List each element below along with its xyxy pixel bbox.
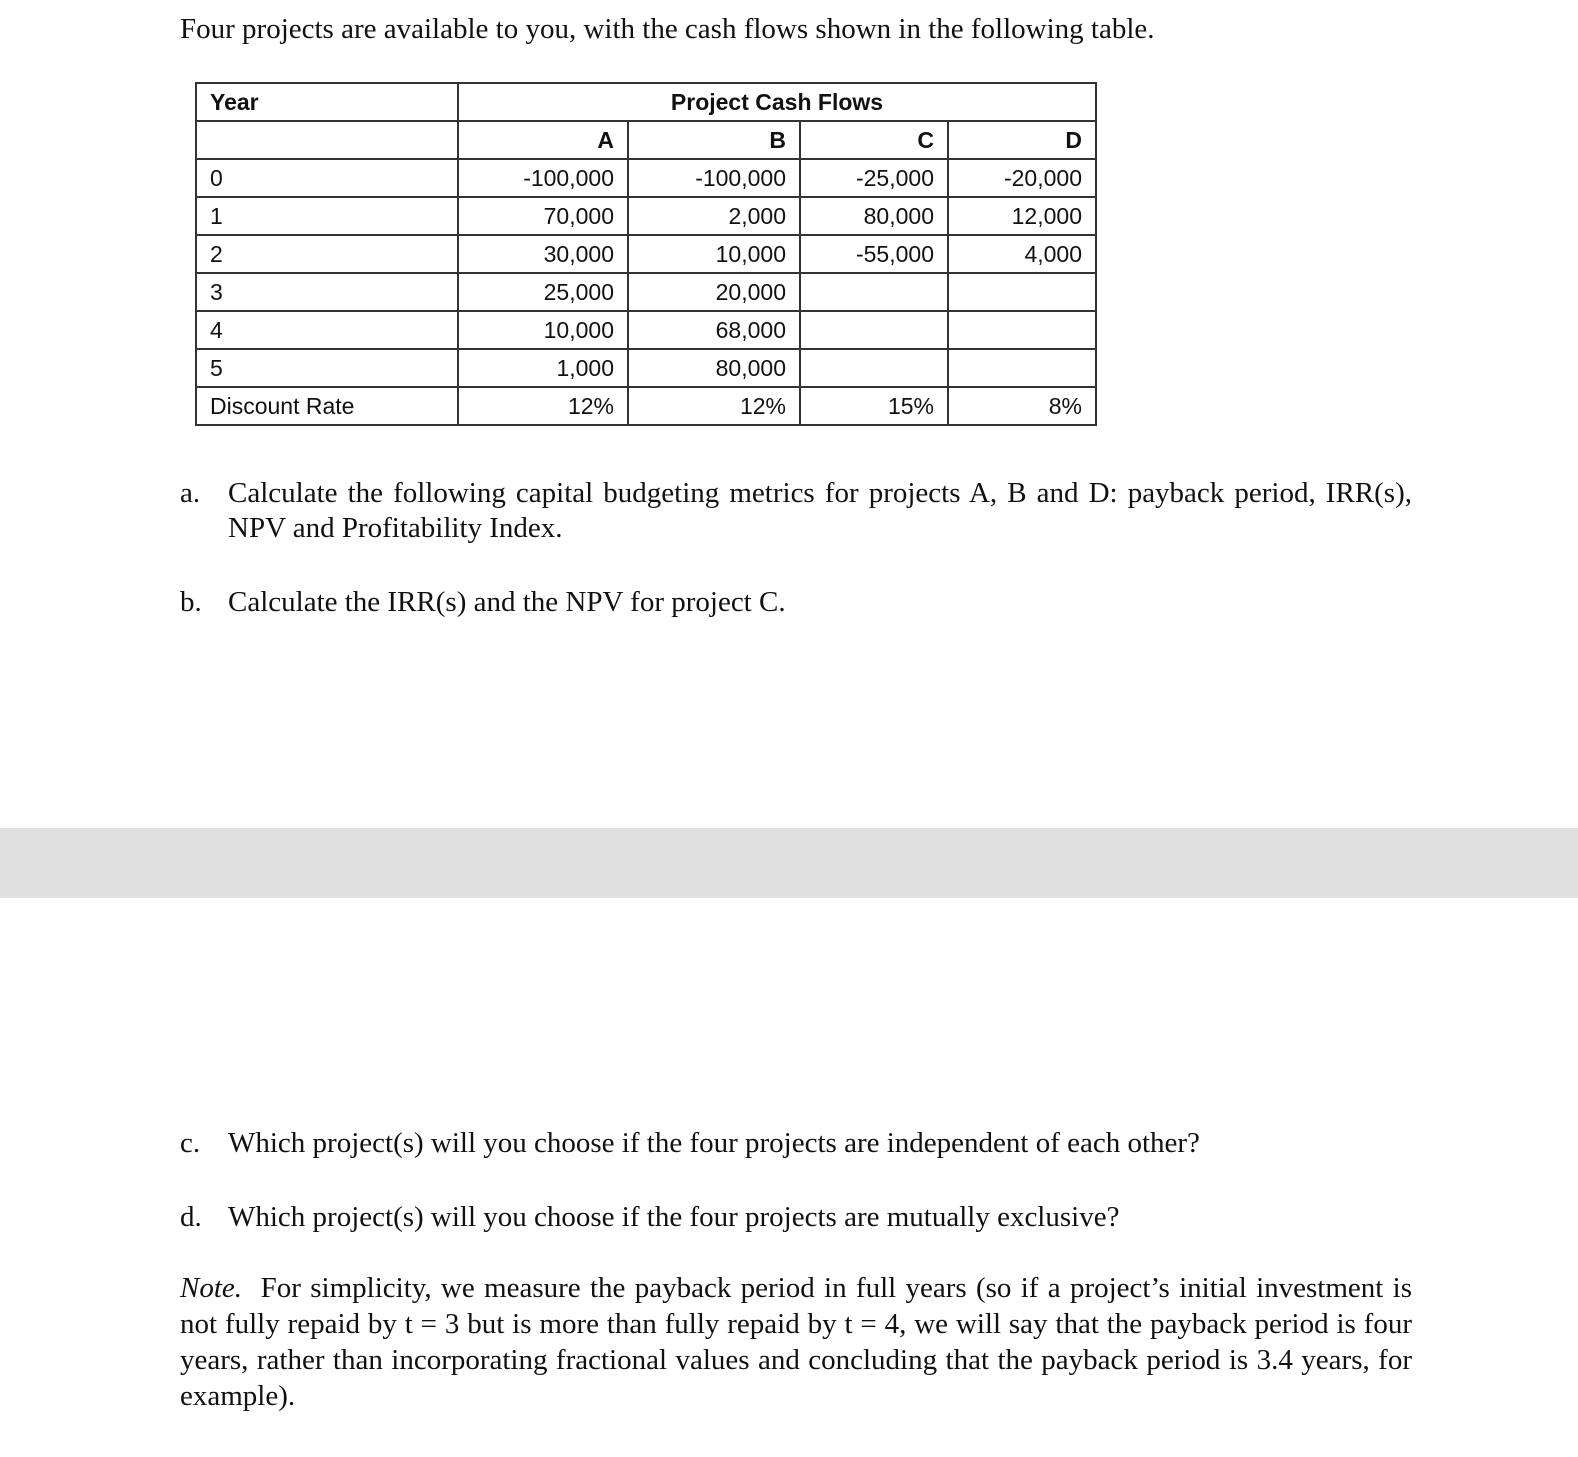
- cell: 10,000: [628, 235, 800, 273]
- year-cell: 2: [196, 235, 458, 273]
- table-row: [196, 273, 1096, 311]
- year-cell: 3: [196, 273, 458, 311]
- question-label: d.: [180, 1201, 202, 1233]
- table-row: [196, 159, 1096, 197]
- discount-label: Discount Rate: [196, 387, 458, 425]
- year-header: Year: [196, 83, 458, 121]
- cell: -25,000: [800, 159, 948, 197]
- cell: 30,000: [458, 235, 628, 273]
- cell: [800, 273, 948, 311]
- question-text: Which project(s) will you choose if the four projects are mutually exclusive?: [228, 1201, 1120, 1233]
- question-b: [180, 585, 1412, 620]
- cell: 1,000: [458, 349, 628, 387]
- question-text: Which project(s) will you choose if the four projects are independent of each other?: [228, 1127, 1200, 1159]
- project-d-header: D: [948, 121, 1096, 159]
- cell: 68,000: [628, 311, 800, 349]
- cell: -20,000: [948, 159, 1096, 197]
- cell: 15%: [800, 387, 948, 425]
- group-header: Project Cash Flows: [458, 83, 1096, 121]
- cell: 20,000: [628, 273, 800, 311]
- question-d: [180, 1200, 1412, 1235]
- project-b-header: B: [628, 121, 800, 159]
- table-row: [196, 349, 1096, 387]
- note-label: Note.: [180, 1272, 243, 1304]
- question-label: b.: [180, 586, 202, 618]
- cell: -55,000: [800, 235, 948, 273]
- cell: 25,000: [458, 273, 628, 311]
- project-c-header: C: [800, 121, 948, 159]
- table-row: [196, 311, 1096, 349]
- question-text: Calculate the IRR(s) and the NPV for project C.: [228, 586, 786, 618]
- cell: [948, 273, 1096, 311]
- cell: 70,000: [458, 197, 628, 235]
- note: [180, 1270, 1412, 1414]
- question-label: c.: [180, 1127, 201, 1159]
- year-cell: 5: [196, 349, 458, 387]
- cell: 2,000: [628, 197, 800, 235]
- note-text: For simplicity, we measure the payback period in full years (so if a project’s initial investment is not fully repaid by t = 3 but is more than fully repaid by t = 4, we will say that the payback period is four years, rather than incorporating fractional values and concluding that the payback period is 3.4 years, for example).: [180, 1272, 1412, 1412]
- cell: 80,000: [628, 349, 800, 387]
- discount-row: [196, 387, 1096, 425]
- cell: [948, 349, 1096, 387]
- cell: 4,000: [948, 235, 1096, 273]
- cell: 10,000: [458, 311, 628, 349]
- cell: 80,000: [800, 197, 948, 235]
- cell: 12%: [458, 387, 628, 425]
- year-cell: 0: [196, 159, 458, 197]
- cell: [800, 311, 948, 349]
- question-text: Calculate the following capital budgeting metrics for projects A, B and D: payback period, IRR(s), NPV and Profitability Index.: [228, 477, 1412, 544]
- year-cell: 4: [196, 311, 458, 349]
- intro-text: Four projects are available to you, with the cash flows shown in the following table.: [180, 13, 1155, 45]
- cell: [948, 311, 1096, 349]
- table-row: [196, 197, 1096, 235]
- year-cell: 1: [196, 197, 458, 235]
- page-separator: [0, 828, 1578, 898]
- cell: 8%: [948, 387, 1096, 425]
- cell: 12,000: [948, 197, 1096, 235]
- cell: [800, 349, 948, 387]
- project-a-header: A: [458, 121, 628, 159]
- question-c: [180, 1126, 1412, 1161]
- cash-flow-table: [195, 82, 1097, 426]
- cell: -100,000: [628, 159, 800, 197]
- cell: 12%: [628, 387, 800, 425]
- project-header-row: [196, 121, 1096, 159]
- table-header-row: [196, 83, 1096, 121]
- question-label: a.: [180, 477, 201, 509]
- table-row: [196, 235, 1096, 273]
- question-a: [180, 476, 1412, 546]
- cell: -100,000: [458, 159, 628, 197]
